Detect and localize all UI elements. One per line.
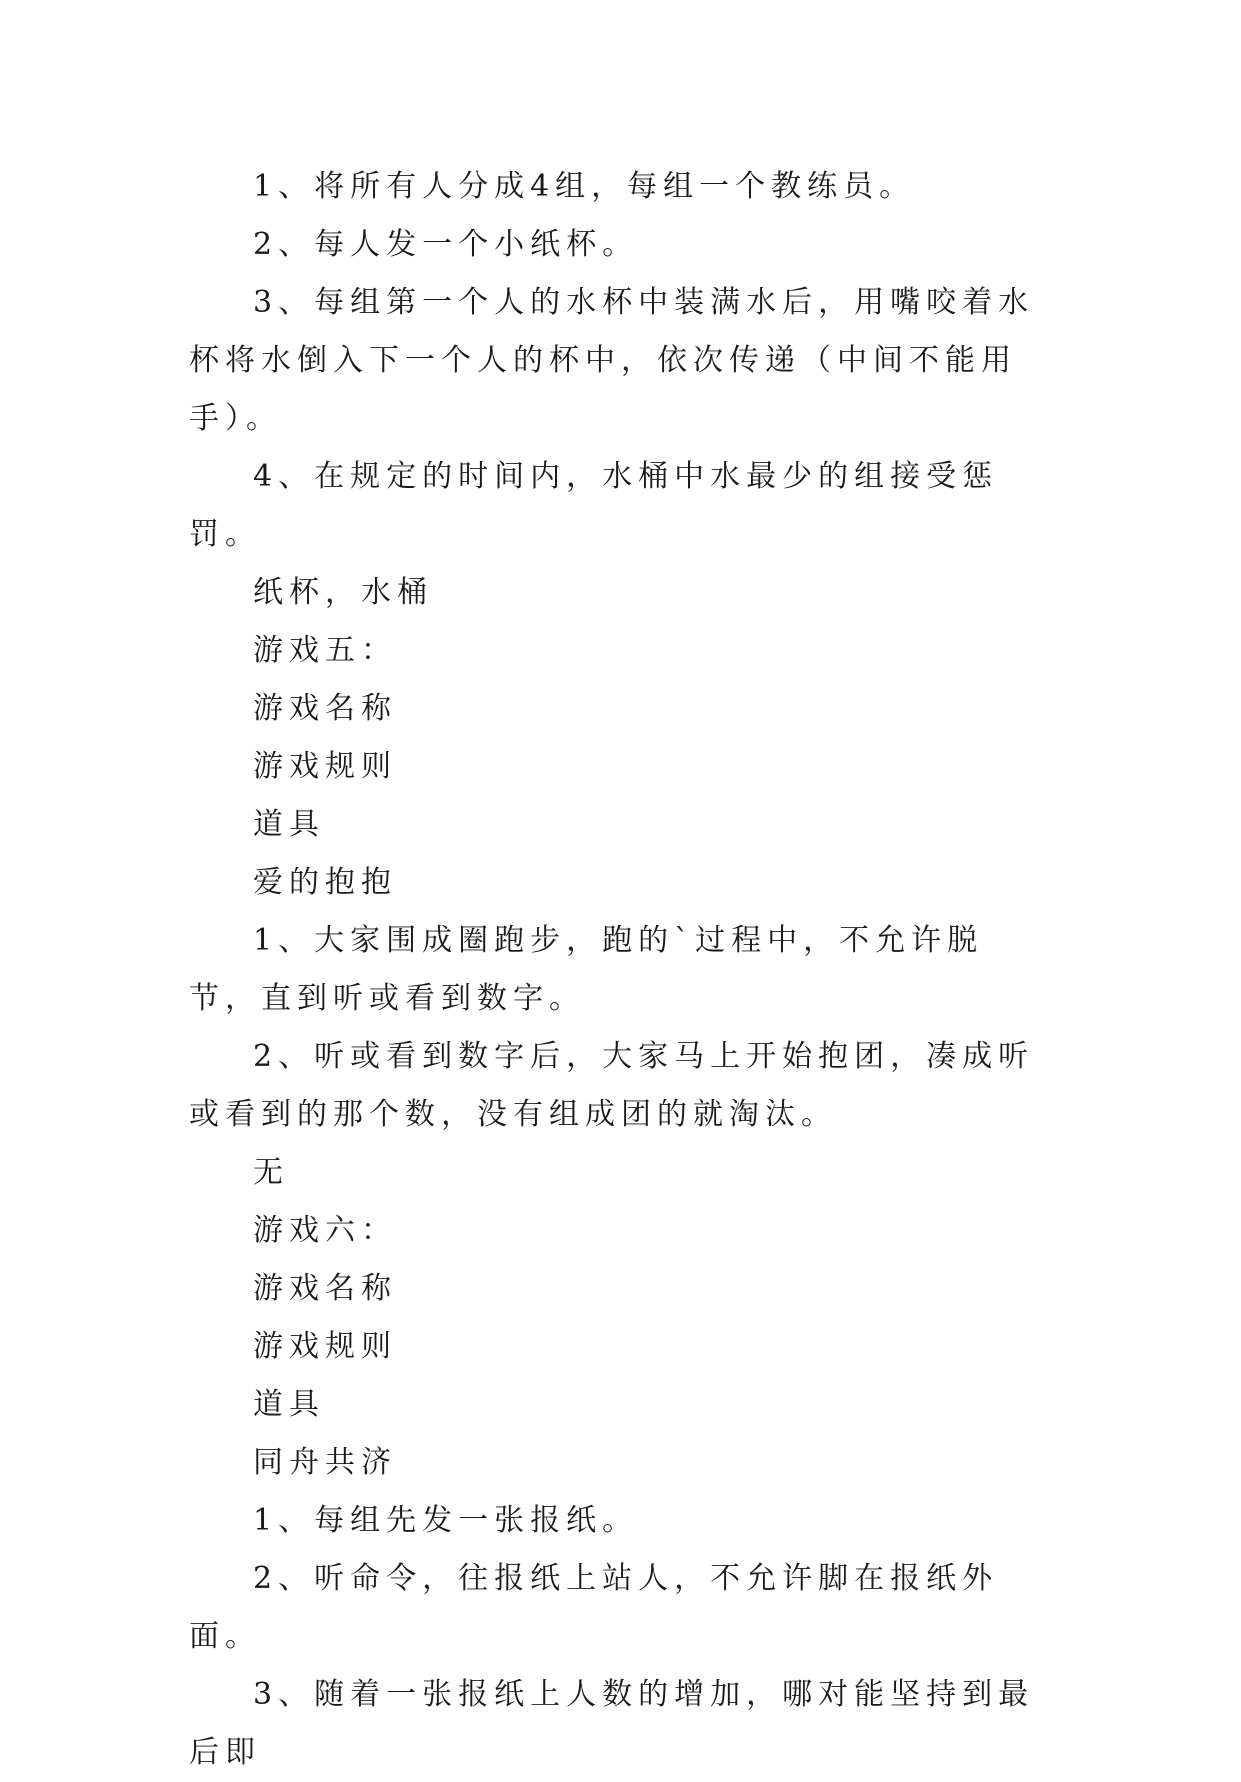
heading-game-six: 游戏六： xyxy=(253,1213,397,1248)
game-title-boat: 同舟共济 xyxy=(253,1445,397,1480)
paragraph-hug-rule-1: 1、大家围成圈跑步，跑的`过程中，不允许脱节，直到听或看到数字。 xyxy=(189,923,984,1016)
label-game-rules-1: 游戏规则 xyxy=(253,749,397,784)
paragraph-boat-rule-3: 3、随着一张报纸上人数的增加，哪对能坚持到最后即 xyxy=(189,1677,1035,1770)
heading-game-five: 游戏五： xyxy=(253,633,397,668)
paragraph-4: 4、在规定的时间内，水桶中水最少的组接受惩罚。 xyxy=(189,459,999,552)
label-props-2: 道具 xyxy=(253,1387,325,1422)
paragraph-boat-rule-2: 2、听命令，往报纸上站人，不允许脚在报纸外面。 xyxy=(189,1561,999,1654)
document-page xyxy=(189,158,1051,1782)
label-game-rules-2: 游戏规则 xyxy=(253,1329,397,1364)
paragraph-props-2: 无 xyxy=(253,1155,289,1190)
game-title-hug: 爱的抱抱 xyxy=(253,865,397,900)
paragraph-hug-rule-2: 2、听或看到数字后，大家马上开始抱团，凑成听或看到的那个数，没有组成团的就淘汰。 xyxy=(189,1039,1035,1132)
label-game-name-1: 游戏名称 xyxy=(253,691,397,726)
label-game-name-2: 游戏名称 xyxy=(253,1271,397,1306)
paragraph-2: 2、每人发一个小纸杯。 xyxy=(253,227,639,262)
paragraph-props-1: 纸杯，水桶 xyxy=(253,575,433,610)
label-props-1: 道具 xyxy=(253,807,325,842)
paragraph-3: 3、每组第一个人的水杯中装满水后，用嘴咬着水杯将水倒入下一个人的杯中，依次传递（中间不能用手）。 xyxy=(189,285,1035,436)
paragraph-1: 1、将所有人分成4组，每组一个教练员。 xyxy=(253,169,916,204)
paragraph-boat-rule-1: 1、每组先发一张报纸。 xyxy=(253,1503,639,1538)
